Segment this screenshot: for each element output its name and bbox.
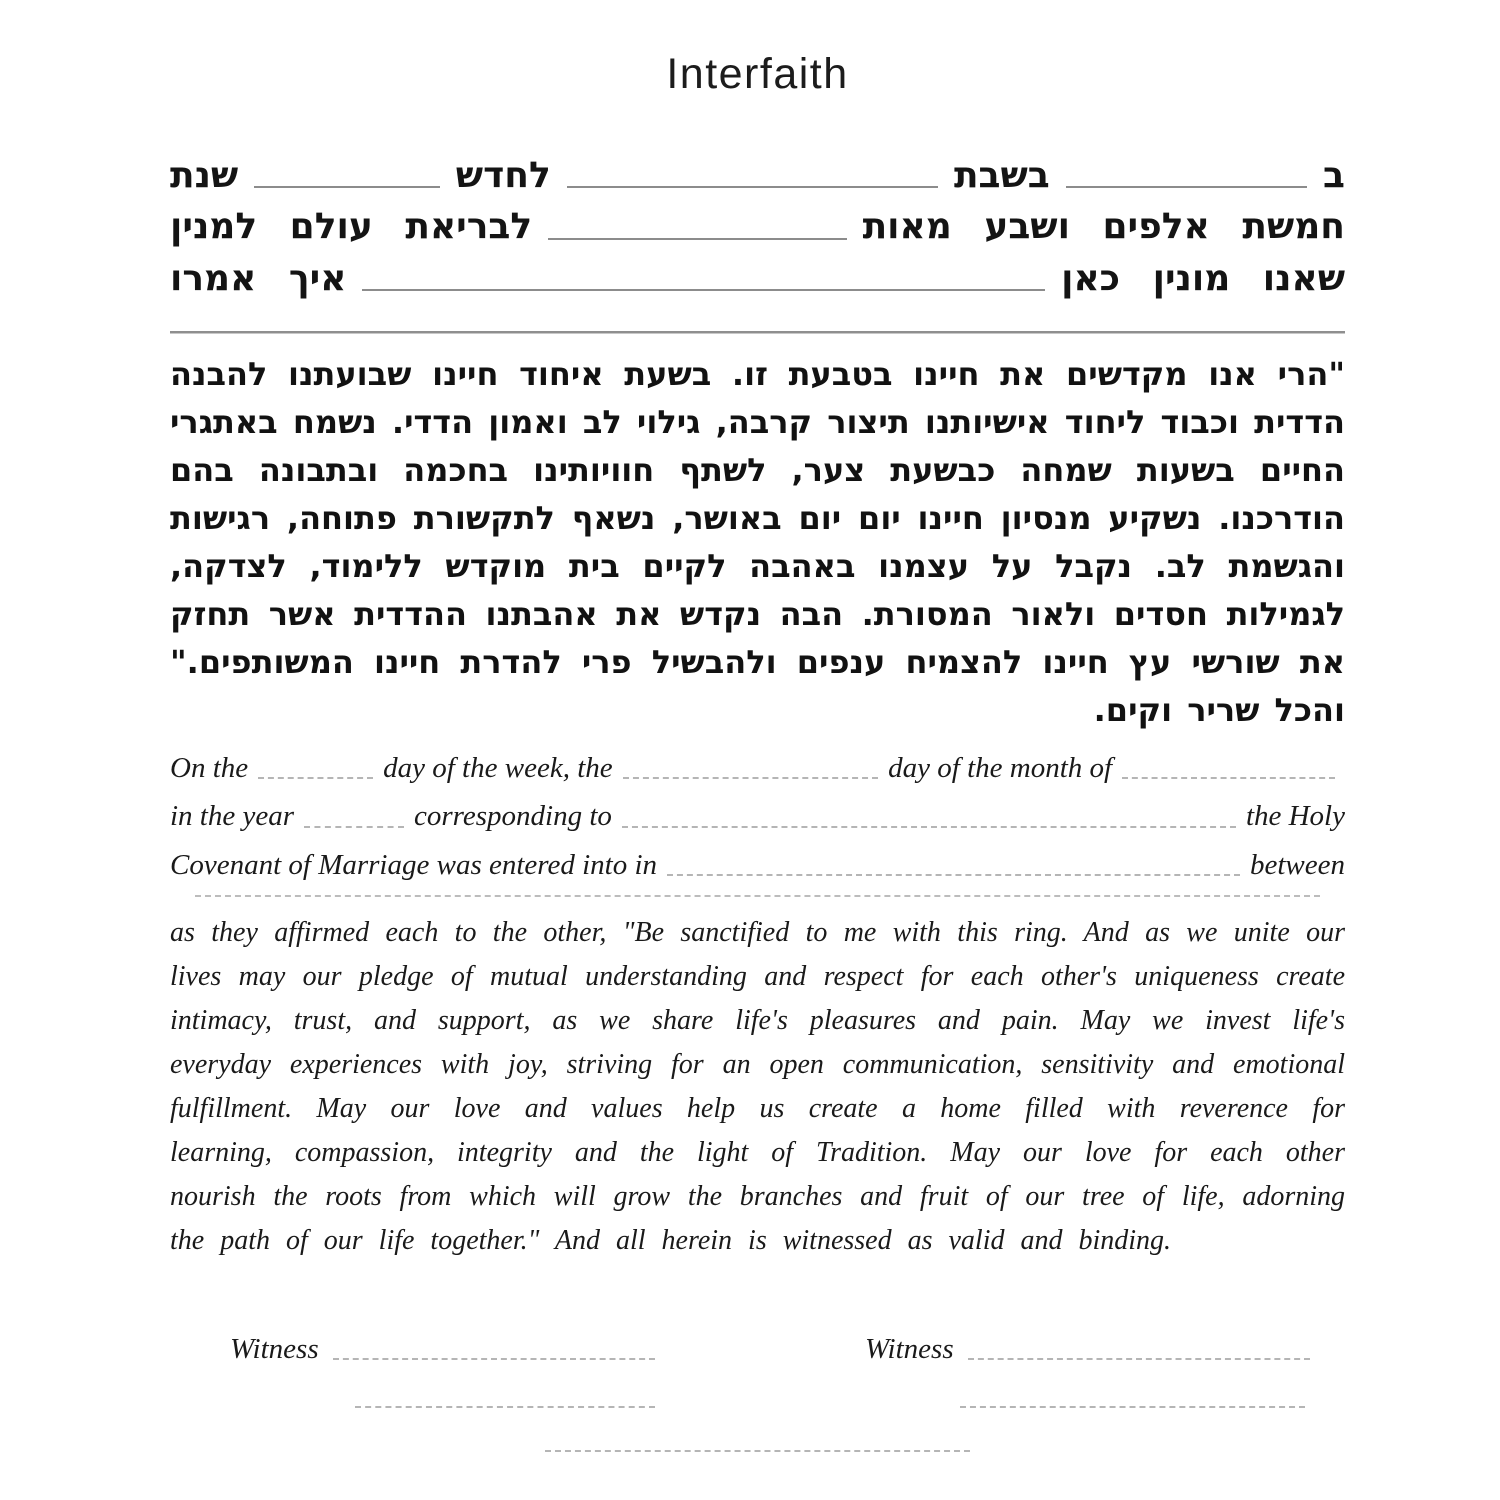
hebrew-word-bet: ב bbox=[1323, 155, 1345, 196]
page-title: Interfaith bbox=[666, 50, 849, 98]
hebrew-vows-text: "הרי אנו מקדשים את חיינו בטבעת זו. בשעת איחוד חיינו שבועתנו להבנה הדדית וכבוד ליחוד אישיותנו תיצור קרבה, גילוי לב ואמון הדדי. נשמח באתגרי החיים בשעות שמחה כבשעת צער, לשתף חוויותינו בחכמה ובתבונה בהם הודרכנו. נשקיע מנסיון חיינו יום יום באושר, נשאף לתקשורת פתוחה, רגישות והגשמת לב. נקבל על עצמנו באהבה לקיים בית מוקדש ללימוד, לצדקה, לגמילות חסדים ולאור המסורת. הבה נקדש את אהבתנו ההדדית אשר תחזק את שורשי עץ חיינו להצמיח ענפים ולהבשיל פרי להדרת חיינו המשותפים." והכל שריר וקים. bbox=[170, 355, 1345, 730]
witness-left bbox=[230, 1333, 655, 1366]
witness-left-second-line bbox=[355, 1406, 655, 1408]
hebrew-word-lachodesh: לחדש bbox=[455, 155, 551, 196]
fill-in-blank-line bbox=[304, 826, 404, 828]
fill-in-blank-line bbox=[1122, 777, 1335, 779]
fill-in-blank-line bbox=[258, 777, 373, 779]
fill-in-blank-line bbox=[622, 826, 1236, 828]
hebrew-word-beshabbat: בשבת bbox=[953, 155, 1050, 196]
fill-in-blank-line bbox=[254, 186, 440, 188]
hebrew-phrase-creation: לבריאת עולם למנין bbox=[170, 206, 533, 248]
hebrew-date-section bbox=[170, 155, 1345, 299]
hebrew-word-shnat: שנת bbox=[170, 155, 239, 196]
witness-left-label: Witness bbox=[230, 1332, 319, 1365]
english-date-section bbox=[170, 750, 1345, 883]
label-between: between bbox=[1249, 848, 1345, 881]
label-day-of-month: day of the month of bbox=[888, 752, 1113, 785]
fill-in-blank-line-full-width bbox=[170, 331, 1345, 334]
witness-second-line-row bbox=[170, 1406, 1345, 1408]
fill-in-blank-line bbox=[567, 186, 938, 188]
english-date-line-1 bbox=[170, 750, 1345, 786]
witness-right-signature-line bbox=[968, 1358, 1310, 1360]
officiant-line-row bbox=[170, 1450, 1345, 1452]
hebrew-phrase-counting-here: שאנו מונין כאן bbox=[1061, 257, 1345, 299]
witness-left-signature-line bbox=[333, 1358, 655, 1360]
fill-in-blank-line bbox=[1066, 186, 1307, 188]
fill-in-blank-line bbox=[667, 874, 1240, 876]
witness-right-second-line bbox=[960, 1406, 1305, 1408]
label-day-of-week: day of the week, the bbox=[383, 752, 613, 785]
english-date-line-3 bbox=[170, 847, 1345, 883]
label-in-the-year: in the year bbox=[170, 800, 295, 833]
label-covenant: Covenant of Marriage was entered into in bbox=[170, 848, 658, 881]
english-date-line-2 bbox=[170, 798, 1345, 834]
officiant-signature-line bbox=[545, 1450, 970, 1452]
hebrew-date-row-1 bbox=[170, 155, 1345, 196]
fill-in-blank-line bbox=[623, 777, 879, 779]
hebrew-date-row-2 bbox=[170, 206, 1345, 247]
witness-signature-row bbox=[170, 1333, 1345, 1366]
label-on-the: On the bbox=[170, 752, 249, 785]
hebrew-phrase-eich-amru: איך אמרו bbox=[170, 257, 347, 299]
hebrew-date-row-3 bbox=[170, 258, 1345, 299]
hebrew-phrase-year-count: חמשת אלפים ושבע מאות bbox=[862, 206, 1345, 248]
fill-in-blank-line-names bbox=[195, 895, 1320, 897]
fill-in-blank-line bbox=[548, 238, 846, 240]
witness-right-label: Witness bbox=[865, 1332, 954, 1365]
english-vows-text: as they affirmed each to the other, "Be sanctified to me with this ring. And as we unite our lives may our pledge of mutual understanding and respect for each other's uniqueness create intimacy, trust, and support, as we share life's pleasures and pain. May we invest life's everyday experiences with joy, striving for an open communication, sensitivity and emotional fulfillment. May our love and values help us create a home filled with reverence for learning, compassion, integrity and the light of Tradition. May our love for each other nourish the roots from which will grow the branches and fruit of our tree of life, adorning the path of our life together." And all herein is witnessed as valid and binding. bbox=[170, 916, 1345, 1256]
fill-in-blank-line bbox=[362, 289, 1045, 291]
label-corresponding-to: corresponding to bbox=[414, 800, 612, 833]
label-the-holy: the Holy bbox=[1245, 800, 1345, 833]
witness-right bbox=[865, 1333, 1310, 1366]
